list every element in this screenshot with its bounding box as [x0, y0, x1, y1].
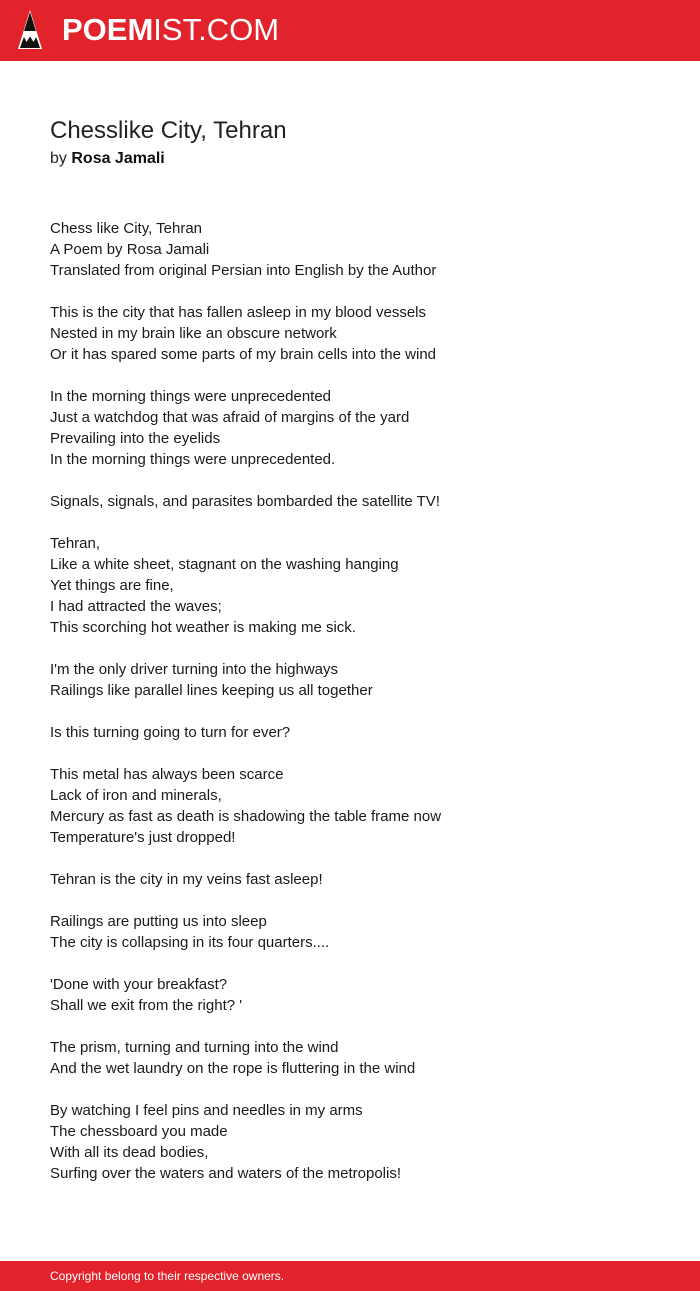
stanza [50, 302, 670, 365]
poem-line: Chess like City, Tehran [50, 220, 203, 237]
poem-line: In the morning things were unprecedented [50, 388, 332, 405]
poem-body [50, 218, 670, 1184]
poem-line: A Poem by Rosa Jamali [50, 241, 210, 258]
pencil-logo-icon[interactable] [17, 9, 43, 51]
author-name: Rosa Jamali [71, 150, 165, 167]
footer-bar [0, 1261, 700, 1291]
stanza-gap [50, 953, 670, 974]
poem-line: The city is collapsing in its four quarters.... [50, 934, 330, 951]
stanza [50, 1037, 670, 1079]
poem-line: Translated from original Persian into English by the Author [50, 262, 437, 279]
stanza-gap [50, 638, 670, 659]
poem-line: Railings like parallel lines keeping us all together [50, 682, 373, 699]
stanza-gap [50, 512, 670, 533]
poem-line: Nested in my brain like an obscure network [50, 325, 337, 342]
poem-line: Just a watchdog that was afraid of margins of the yard [50, 409, 410, 426]
poem-line: Mercury as fast as death is shadowing the table frame now [50, 808, 442, 825]
poem-line: Lack of iron and minerals, [50, 787, 222, 804]
top-bar [0, 0, 700, 61]
by-label: by [50, 150, 67, 167]
stanza-gap [50, 470, 670, 491]
poem-line: Tehran is the city in my veins fast asleep! [50, 871, 323, 888]
stanza [50, 1100, 670, 1184]
poem-title: Chesslike City, Tehran [50, 117, 287, 144]
poem-line: The prism, turning and turning into the wind [50, 1039, 339, 1056]
stanza [50, 533, 670, 638]
stanza-gap [50, 1016, 670, 1037]
stanza-gap [50, 281, 670, 302]
poem-line: The chessboard you made [50, 1123, 228, 1140]
stanza [50, 722, 670, 743]
poem-line: 'Done with your breakfast? [50, 976, 228, 993]
site-logo[interactable] [62, 12, 279, 48]
stanza [50, 491, 670, 512]
stanza-gap [50, 743, 670, 764]
poem-line: Like a white sheet, stagnant on the washing hanging [50, 556, 399, 573]
copyright-text: Copyright belong to their respective owners. [50, 1269, 285, 1283]
byline [50, 149, 165, 169]
poem-line: Shall we exit from the right? ' [50, 997, 243, 1014]
stanza-gap [50, 1079, 670, 1100]
poem-line: By watching I feel pins and needles in my arms [50, 1102, 363, 1119]
poem-line: Temperature's just dropped! [50, 829, 236, 846]
poem-line: This metal has always been scarce [50, 766, 284, 783]
stanza-gap [50, 890, 670, 911]
poem-line: Yet things are fine, [50, 577, 174, 594]
stanza [50, 974, 670, 1016]
poem-line: Tehran, [50, 535, 101, 552]
stanza [50, 869, 670, 890]
poem-line: This scorching hot weather is making me sick. [50, 619, 356, 636]
poem-line: Prevailing into the eyelids [50, 430, 221, 447]
poem-line: This is the city that has fallen asleep in my blood vessels [50, 304, 427, 321]
poem-line: Signals, signals, and parasites bombarded the satellite TV! [50, 493, 440, 510]
poem-line: I had attracted the waves; [50, 598, 222, 615]
poem-line: Surfing over the waters and waters of the metropolis! [50, 1165, 402, 1182]
poem-line: And the wet laundry on the rope is fluttering in the wind [50, 1060, 416, 1077]
stanza [50, 764, 670, 848]
stanza-gap [50, 365, 670, 386]
poem-line: Or it has spared some parts of my brain cells into the wind [50, 346, 437, 363]
stanza [50, 911, 670, 953]
stanza [50, 659, 670, 701]
logo-light-text: IST.COM [153, 12, 280, 47]
stanza-gap [50, 848, 670, 869]
logo-bold-text: POEM [62, 12, 154, 47]
stanza-gap [50, 701, 670, 722]
stanza [50, 386, 670, 470]
poem-line: With all its dead bodies, [50, 1144, 209, 1161]
poem-line: In the morning things were unprecedented. [50, 451, 336, 468]
poem-line: Is this turning going to turn for ever? [50, 724, 291, 741]
poem-line: I'm the only driver turning into the highways [50, 661, 339, 678]
stanza [50, 218, 670, 281]
poem-line: Railings are putting us into sleep [50, 913, 267, 930]
